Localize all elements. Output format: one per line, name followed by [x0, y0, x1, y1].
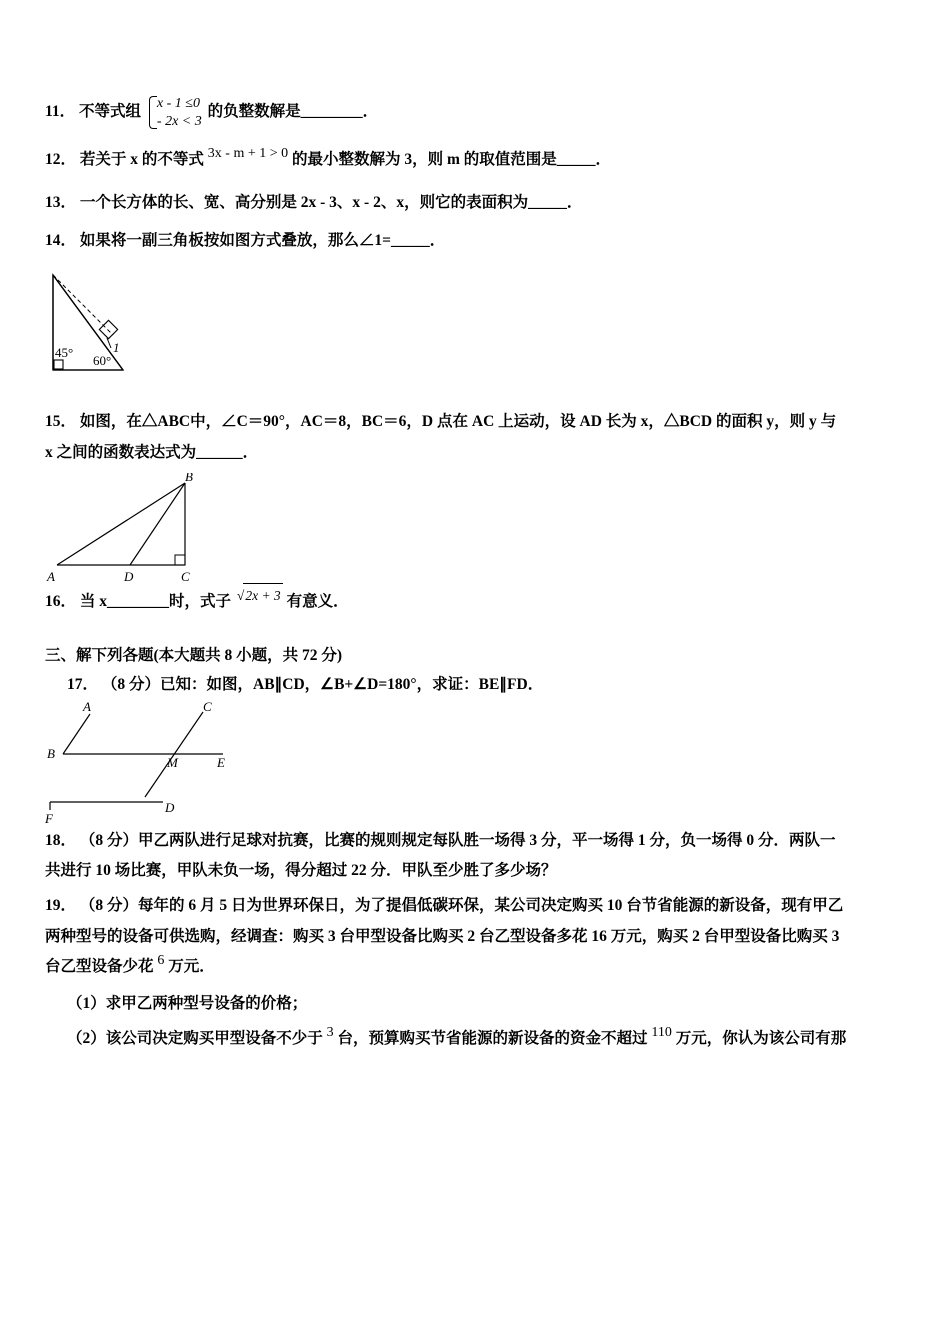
- question-19-number: 19．: [45, 897, 77, 915]
- svg-text:A: A: [47, 569, 55, 585]
- svg-text:C: C: [203, 701, 212, 714]
- question-19-sub-2: [45, 1025, 907, 1054]
- question-17-number: 17．: [67, 676, 99, 694]
- svg-text:B: B: [185, 473, 193, 485]
- question-13-number: 13．: [45, 193, 77, 211]
- question-19-line-1: （8 分）每年的 6 月 5 日为世界环保日，为了提倡低碳环保，某公司决定购买 10 台节省能源的新设备，现有甲乙: [79, 897, 844, 915]
- question-19-line-3-expr: 6: [157, 953, 165, 969]
- svg-text:M: M: [167, 754, 178, 770]
- question-19-sub-2-expr-1: 3: [326, 1024, 334, 1040]
- question-17: [45, 671, 907, 700]
- question-16-text-before: 当 x________时，式子: [79, 593, 232, 611]
- question-11: [45, 95, 907, 130]
- svg-text:60°: 60°: [93, 353, 112, 369]
- svg-text:1: 1: [113, 340, 120, 356]
- svg-text:A: A: [83, 701, 91, 714]
- question-19-sub-2-part-2: 台，预算购买节省能源的新设备的资金不超过: [337, 1029, 648, 1047]
- question-18-number: 18．: [45, 831, 77, 849]
- question-14-number: 14．: [45, 232, 77, 250]
- section-heading: 三、解下列各题(本大题共 8 小题，共 72 分): [45, 647, 343, 665]
- question-15-figure: [45, 473, 907, 588]
- question-16-sqrt: √2x + 3: [235, 583, 283, 609]
- svg-text:45°: 45°: [55, 345, 74, 361]
- question-14-figure: [45, 260, 907, 408]
- svg-text:F: F: [45, 810, 53, 826]
- question-15-line-2: x 之间的函数表达式为______．: [45, 443, 259, 461]
- svg-text:B: B: [47, 745, 55, 761]
- question-19-sub-2-part-1: （2）该公司决定购买甲型设备不少于: [67, 1029, 323, 1047]
- question-13-text: 一个长方体的长、宽、高分别是 2x - 3、x - 2、x，则它的表面积为_____．: [79, 193, 583, 211]
- question-17-text: （8 分）已知：如图，AB∥CD，∠B+∠D=180°，求证：BE∥FD．: [101, 676, 544, 694]
- question-19-line-2: 两种型号的设备可供选购，经调查：购买 3 台甲型设备比购买 2 台乙型设备多花 16 万元，购买 2 台甲型设备比购买 3: [45, 927, 840, 945]
- page-content: [45, 95, 907, 1059]
- question-17-figure: [45, 702, 907, 827]
- svg-text:C: C: [181, 569, 190, 585]
- question-12-number: 12．: [45, 151, 77, 168]
- question-19-line-3-before: 台乙型设备少花: [45, 958, 154, 976]
- question-19: [45, 892, 907, 921]
- question-19-line-2-row: [45, 923, 907, 952]
- question-19-sub-2-part-3: 万元，你认为该公司有那: [675, 1029, 847, 1047]
- question-18-continued: [45, 857, 907, 886]
- svg-text:E: E: [217, 754, 225, 770]
- question-14-text: 如果将一副三角板按如图方式叠放，那么∠1=_____．: [79, 232, 446, 250]
- question-18-line-2: 共进行 10 场比赛，甲队未负一场，得分超过 22 分．甲队至少胜了多少场？: [45, 862, 557, 880]
- question-16: [45, 588, 907, 617]
- question-19-sub-1: [45, 990, 907, 1019]
- question-11-text-before: 不等式组: [79, 103, 142, 121]
- question-15-number: 15．: [45, 413, 77, 431]
- question-19-sub-2-expr-2: 110: [651, 1024, 672, 1040]
- triangle-board-diagram: [45, 260, 215, 408]
- question-19-line-3-after: 万元．: [168, 958, 215, 976]
- svg-text:D: D: [124, 569, 134, 585]
- question-12: [45, 146, 907, 175]
- question-19-line-3-row: [45, 953, 907, 982]
- question-16-number: 16．: [45, 593, 77, 611]
- question-13: [45, 189, 907, 218]
- question-16-text-after: 有意义．: [286, 593, 349, 611]
- question-11-text-after: 的负整数解是________．: [207, 103, 379, 121]
- question-15-line-1: 如图，在△ABC中，∠C＝90°，AC＝8，BC＝6，D 点在 AC 上运动，设 AD 长为 x，△BCD 的面积 y，则 y 与: [79, 413, 837, 431]
- question-11-system: [147, 95, 202, 130]
- question-19-sub-1-text: （1）求甲乙两种型号设备的价格；: [67, 995, 308, 1013]
- question-18-line-1: （8 分）甲乙两队进行足球对抗赛，比赛的规则规定每队胜一场得 3 分，平一场得 1 分，负一场得 0 分．两队一: [79, 831, 836, 849]
- question-12-expression: 3x - m + 1 > 0: [207, 146, 289, 161]
- system-line-2: - 2x < 3: [156, 113, 202, 129]
- question-14: [45, 227, 907, 256]
- question-11-number: 11．: [45, 103, 76, 121]
- svg-text:D: D: [165, 799, 175, 815]
- question-15: [45, 408, 907, 437]
- triangle-abc-diagram: [45, 473, 265, 588]
- question-15-continued: [45, 439, 907, 468]
- question-16-radicand: 2x + 3: [243, 583, 282, 609]
- system-line-1: x - 1 ≤0: [156, 96, 200, 111]
- question-18: [45, 827, 907, 856]
- question-12-text-after: 的最小整数解为 3，则 m 的取值范围是_____．: [292, 151, 612, 168]
- question-12-text-before: 若关于 x 的不等式: [79, 151, 204, 168]
- parallel-lines-diagram: [45, 702, 285, 827]
